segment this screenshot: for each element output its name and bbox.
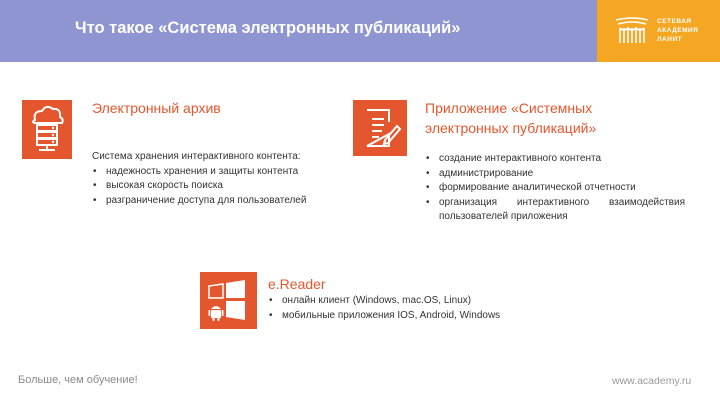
- archive-bullet-list: [92, 165, 342, 209]
- archive-icon-tile: [22, 100, 72, 159]
- app-icon-tile: [353, 100, 407, 156]
- app-title: Приложение «Системных электронных публикаций»: [425, 100, 597, 136]
- list-item: • надежность хранения и защиты контента: [92, 165, 342, 180]
- list-item: • формирование аналитической отчетности: [425, 181, 685, 196]
- academy-logo-text: СЕТЕВАЯ АКАДЕМИЯ ЛАНИТ: [657, 18, 699, 43]
- ereader-icon-tile: [200, 272, 257, 329]
- list-item: • мобильные приложения IOS, Android, Windows: [268, 309, 568, 324]
- app-description: [425, 152, 685, 225]
- ereader-bullet-list: [268, 294, 568, 323]
- app-bullet-list: [425, 152, 685, 225]
- footer-url-link[interactable]: www.academy.ru: [612, 375, 692, 387]
- document-edit-icon: [353, 100, 407, 156]
- archive-intro: Система хранения интерактивного контента:: [92, 151, 301, 162]
- academy-logo[interactable]: [597, 0, 720, 62]
- list-item: • организация интерактивного взаимодействия пользователей приложения: [425, 196, 685, 225]
- server-cloud-icon: [22, 100, 72, 159]
- footer-slogan: Больше, чем обучение!: [18, 374, 138, 386]
- list-item: • разграничение доступа для пользователей: [92, 194, 342, 209]
- ereader-title: e.Reader: [268, 276, 326, 292]
- page-title: Что такое «Система электронных публикаций»: [75, 19, 461, 37]
- header-bar: [0, 0, 720, 62]
- list-item: • создание интерактивного контента: [425, 152, 685, 167]
- ereader-description: [268, 294, 568, 323]
- list-item: • онлайн клиент (Windows, mac.OS, Linux): [268, 294, 568, 309]
- academy-logo-icon: [614, 16, 650, 46]
- windows-android-icon: [200, 272, 257, 329]
- archive-description: [92, 150, 342, 208]
- archive-title: Электронный архив: [92, 100, 221, 116]
- list-item: • высокая скорость поиска: [92, 179, 342, 194]
- list-item: • администрирование: [425, 167, 685, 182]
